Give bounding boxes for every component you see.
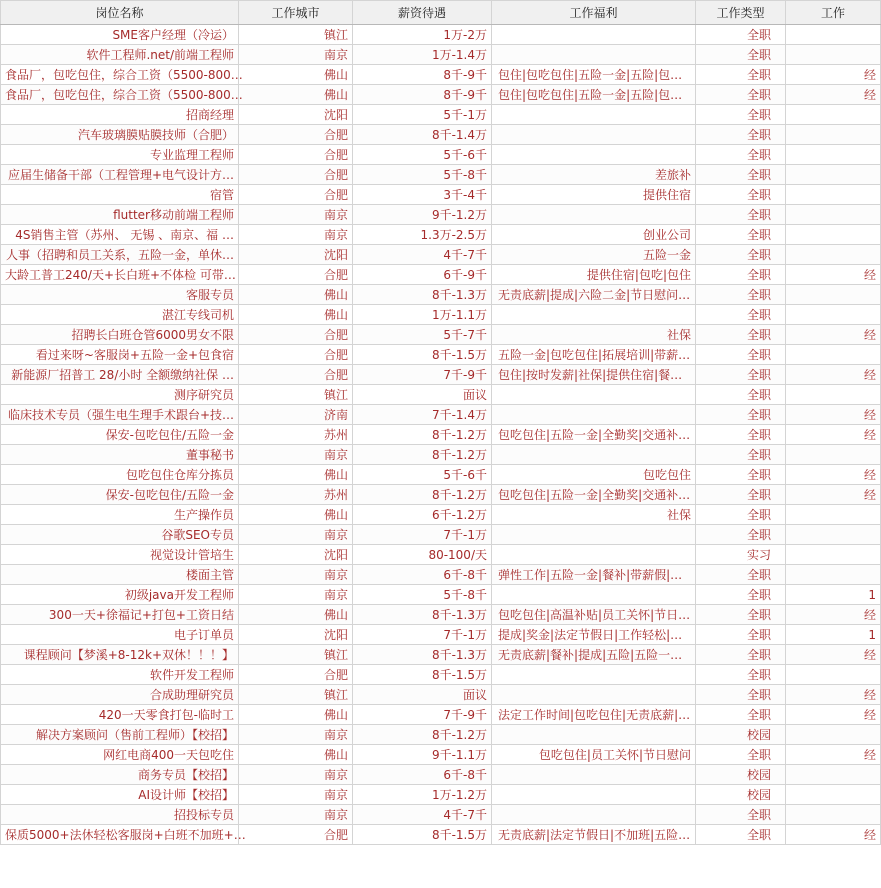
- cell-type[interactable]: 全职: [696, 225, 786, 245]
- cell-city[interactable]: 佛山: [239, 305, 353, 325]
- cell-city[interactable]: 合肥: [239, 365, 353, 385]
- column-header-salary[interactable]: 薪资待遇: [353, 1, 492, 25]
- cell-experience[interactable]: [786, 785, 881, 805]
- cell-experience[interactable]: [786, 305, 881, 325]
- cell-city[interactable]: 南京: [239, 785, 353, 805]
- cell-benefits[interactable]: 无责底薪|法定节假日|不加班|五险…: [492, 825, 696, 845]
- cell-salary[interactable]: 7千-9千: [353, 705, 492, 725]
- cell-experience[interactable]: [786, 765, 881, 785]
- cell-experience[interactable]: [786, 25, 881, 45]
- cell-title[interactable]: SME客户经理（冷运）: [1, 25, 239, 45]
- table-row[interactable]: [1, 485, 881, 505]
- cell-salary[interactable]: 5千-6千: [353, 145, 492, 165]
- cell-title[interactable]: 商务专员【校招】: [1, 765, 239, 785]
- cell-city[interactable]: 南京: [239, 45, 353, 65]
- cell-benefits[interactable]: [492, 785, 696, 805]
- cell-city[interactable]: 镇江: [239, 645, 353, 665]
- table-row[interactable]: [1, 825, 881, 845]
- cell-city[interactable]: 南京: [239, 205, 353, 225]
- table-row[interactable]: [1, 225, 881, 245]
- cell-type[interactable]: 全职: [696, 585, 786, 605]
- cell-city[interactable]: 佛山: [239, 85, 353, 105]
- cell-salary[interactable]: 4千-7千: [353, 245, 492, 265]
- cell-benefits[interactable]: [492, 725, 696, 745]
- cell-title[interactable]: 专业监理工程师: [1, 145, 239, 165]
- cell-benefits[interactable]: [492, 765, 696, 785]
- table-row[interactable]: [1, 85, 881, 105]
- table-row[interactable]: [1, 125, 881, 145]
- cell-city[interactable]: 沈阳: [239, 625, 353, 645]
- cell-benefits[interactable]: 包吃包住|五险一金|全勤奖|交通补…: [492, 485, 696, 505]
- cell-type[interactable]: 全职: [696, 685, 786, 705]
- cell-city[interactable]: 镇江: [239, 25, 353, 45]
- cell-experience[interactable]: [786, 205, 881, 225]
- table-header: [1, 1, 881, 25]
- cell-title[interactable]: 软件工程师.net/前端工程师: [1, 45, 239, 65]
- cell-benefits[interactable]: [492, 45, 696, 65]
- cell-city[interactable]: 济南: [239, 405, 353, 425]
- cell-experience[interactable]: [786, 725, 881, 745]
- cell-experience[interactable]: [786, 805, 881, 825]
- cell-city[interactable]: 沈阳: [239, 245, 353, 265]
- cell-benefits[interactable]: [492, 25, 696, 45]
- table-row[interactable]: [1, 565, 881, 585]
- cell-city[interactable]: 合肥: [239, 265, 353, 285]
- cell-city[interactable]: 佛山: [239, 605, 353, 625]
- cell-city[interactable]: 合肥: [239, 165, 353, 185]
- cell-experience[interactable]: 经: [786, 405, 881, 425]
- table-row[interactable]: [1, 65, 881, 85]
- table-row[interactable]: [1, 245, 881, 265]
- cell-salary[interactable]: 9千-1.1万: [353, 745, 492, 765]
- table-row[interactable]: [1, 345, 881, 365]
- cell-benefits[interactable]: 包吃包住|高温补贴|员工关怀|节日…: [492, 605, 696, 625]
- table-row[interactable]: [1, 425, 881, 445]
- cell-title[interactable]: 包吃包住仓库分拣员: [1, 465, 239, 485]
- cell-type[interactable]: 全职: [696, 165, 786, 185]
- cell-title[interactable]: 初级java开发工程师: [1, 585, 239, 605]
- cell-city[interactable]: 苏州: [239, 425, 353, 445]
- cell-benefits[interactable]: 五险一金: [492, 245, 696, 265]
- cell-city[interactable]: 南京: [239, 765, 353, 785]
- cell-benefits[interactable]: 包住|按时发薪|社保|提供住宿|餐…: [492, 365, 696, 385]
- cell-salary[interactable]: 1万-2万: [353, 25, 492, 45]
- cell-salary[interactable]: 8千-1.5万: [353, 665, 492, 685]
- cell-type[interactable]: 全职: [696, 45, 786, 65]
- cell-type[interactable]: 全职: [696, 305, 786, 325]
- cell-city[interactable]: 南京: [239, 525, 353, 545]
- cell-experience[interactable]: [786, 385, 881, 405]
- table-row[interactable]: [1, 365, 881, 385]
- cell-type[interactable]: 全职: [696, 365, 786, 385]
- cell-type[interactable]: 全职: [696, 105, 786, 125]
- table-row[interactable]: [1, 325, 881, 345]
- cell-type[interactable]: 全职: [696, 465, 786, 485]
- cell-type[interactable]: 全职: [696, 345, 786, 365]
- cell-title[interactable]: 谷歌SEO专员: [1, 525, 239, 545]
- cell-benefits[interactable]: 提成|奖金|法定节假日|工作轻松|…: [492, 625, 696, 645]
- cell-experience[interactable]: 经: [786, 265, 881, 285]
- cell-experience[interactable]: [786, 245, 881, 265]
- table-row[interactable]: [1, 725, 881, 745]
- cell-title[interactable]: 保安-包吃包住/五险一金: [1, 485, 239, 505]
- cell-type[interactable]: 全职: [696, 705, 786, 725]
- cell-salary[interactable]: 8千-1.3万: [353, 605, 492, 625]
- cell-salary[interactable]: 6千-1.2万: [353, 505, 492, 525]
- cell-salary[interactable]: 9千-1.2万: [353, 205, 492, 225]
- cell-title[interactable]: 电子订单员: [1, 625, 239, 645]
- cell-city[interactable]: 南京: [239, 585, 353, 605]
- cell-type[interactable]: 全职: [696, 745, 786, 765]
- cell-type[interactable]: 全职: [696, 265, 786, 285]
- cell-salary[interactable]: 8千-1.4万: [353, 125, 492, 145]
- cell-benefits[interactable]: [492, 305, 696, 325]
- cell-title[interactable]: 大龄工普工240/天+长白班+不体检 可带…: [1, 265, 239, 285]
- cell-benefits[interactable]: [492, 145, 696, 165]
- cell-city[interactable]: 佛山: [239, 745, 353, 765]
- cell-benefits[interactable]: 包吃包住: [492, 465, 696, 485]
- cell-experience[interactable]: [786, 45, 881, 65]
- cell-experience[interactable]: [786, 165, 881, 185]
- table-row[interactable]: [1, 625, 881, 645]
- cell-salary[interactable]: 6千-8千: [353, 765, 492, 785]
- table-row[interactable]: [1, 745, 881, 765]
- cell-title[interactable]: 保质5000+法休轻松客服岗+白班不加班+…: [1, 825, 239, 845]
- cell-title[interactable]: 招聘长白班仓管6000男女不限: [1, 325, 239, 345]
- cell-city[interactable]: 合肥: [239, 145, 353, 165]
- cell-salary[interactable]: 7千-1万: [353, 625, 492, 645]
- cell-experience[interactable]: [786, 125, 881, 145]
- cell-city[interactable]: 镇江: [239, 385, 353, 405]
- cell-salary[interactable]: 面议: [353, 385, 492, 405]
- cell-city[interactable]: 合肥: [239, 125, 353, 145]
- table-row[interactable]: [1, 165, 881, 185]
- table-body: [1, 25, 881, 845]
- cell-benefits[interactable]: [492, 125, 696, 145]
- cell-type[interactable]: 全职: [696, 185, 786, 205]
- cell-title[interactable]: 4S销售主管（苏州、 无锡 、南京、福 …: [1, 225, 239, 245]
- table-row[interactable]: [1, 45, 881, 65]
- cell-title[interactable]: 合成助理研究员: [1, 685, 239, 705]
- cell-title[interactable]: flutter移动前端工程师: [1, 205, 239, 225]
- cell-title[interactable]: 汽车玻璃膜贴膜技师（合肥）: [1, 125, 239, 145]
- cell-experience[interactable]: 经: [786, 425, 881, 445]
- cell-salary[interactable]: 8千-1.2万: [353, 425, 492, 445]
- column-header-title[interactable]: 岗位名称: [1, 1, 239, 25]
- column-header-experience[interactable]: 工作: [786, 1, 881, 25]
- table-row[interactable]: [1, 765, 881, 785]
- cell-experience[interactable]: [786, 285, 881, 305]
- cell-experience[interactable]: [786, 445, 881, 465]
- cell-salary[interactable]: 8千-1.5万: [353, 825, 492, 845]
- table-row[interactable]: [1, 505, 881, 525]
- cell-title[interactable]: 临床技术专员（强生电生理手术跟台+技…: [1, 405, 239, 425]
- cell-experience[interactable]: 经: [786, 745, 881, 765]
- cell-type[interactable]: 全职: [696, 485, 786, 505]
- cell-salary[interactable]: 6千-9千: [353, 265, 492, 285]
- cell-benefits[interactable]: 无责底薪|提成|六险二金|节日慰问…: [492, 285, 696, 305]
- cell-experience[interactable]: 1: [786, 625, 881, 645]
- cell-experience[interactable]: [786, 185, 881, 205]
- cell-title[interactable]: 宿管: [1, 185, 239, 205]
- cell-type[interactable]: 全职: [696, 25, 786, 45]
- cell-type[interactable]: 全职: [696, 625, 786, 645]
- cell-benefits[interactable]: [492, 685, 696, 705]
- cell-title[interactable]: 生产操作员: [1, 505, 239, 525]
- cell-type[interactable]: 实习: [696, 545, 786, 565]
- cell-benefits[interactable]: 提供住宿|包吃|包住: [492, 265, 696, 285]
- table-row[interactable]: [1, 605, 881, 625]
- cell-type[interactable]: 校园: [696, 765, 786, 785]
- cell-title[interactable]: 解决方案顾问（售前工程师）【校招】: [1, 725, 239, 745]
- table-row[interactable]: [1, 705, 881, 725]
- cell-city[interactable]: 合肥: [239, 185, 353, 205]
- cell-salary[interactable]: 8千-1.2万: [353, 725, 492, 745]
- table-row[interactable]: [1, 645, 881, 665]
- cell-city[interactable]: 南京: [239, 445, 353, 465]
- cell-benefits[interactable]: [492, 105, 696, 125]
- cell-type[interactable]: 全职: [696, 445, 786, 465]
- cell-type[interactable]: 校园: [696, 785, 786, 805]
- cell-city[interactable]: 合肥: [239, 825, 353, 845]
- cell-title[interactable]: 人事（招聘和员工关系，五险一金，单休…: [1, 245, 239, 265]
- cell-salary[interactable]: 面议: [353, 685, 492, 705]
- cell-experience[interactable]: [786, 105, 881, 125]
- cell-title[interactable]: 招商经理: [1, 105, 239, 125]
- cell-type[interactable]: 全职: [696, 325, 786, 345]
- cell-salary[interactable]: 1万-1.1万: [353, 305, 492, 325]
- cell-type[interactable]: 全职: [696, 665, 786, 685]
- cell-type[interactable]: 全职: [696, 145, 786, 165]
- cell-type[interactable]: 全职: [696, 805, 786, 825]
- cell-city[interactable]: 南京: [239, 725, 353, 745]
- cell-salary[interactable]: 5千-8千: [353, 165, 492, 185]
- cell-city[interactable]: 南京: [239, 805, 353, 825]
- table-row[interactable]: [1, 145, 881, 165]
- cell-title[interactable]: 食品厂，包吃包住，综合工资（5500-800…: [1, 65, 239, 85]
- cell-benefits[interactable]: 弹性工作|五险一金|餐补|带薪假|…: [492, 565, 696, 585]
- cell-salary[interactable]: 8千-9千: [353, 85, 492, 105]
- cell-salary[interactable]: 7千-9千: [353, 365, 492, 385]
- cell-city[interactable]: 镇江: [239, 685, 353, 705]
- cell-benefits[interactable]: [492, 665, 696, 685]
- cell-title[interactable]: 应届生储备干部（工程管理+电气设计方…: [1, 165, 239, 185]
- cell-title[interactable]: 新能源厂招普工 28/小时 全额缴纳社保 …: [1, 365, 239, 385]
- table-row[interactable]: [1, 105, 881, 125]
- cell-city[interactable]: 佛山: [239, 505, 353, 525]
- cell-benefits[interactable]: 社保: [492, 505, 696, 525]
- cell-title[interactable]: 湛江专线司机: [1, 305, 239, 325]
- cell-type[interactable]: 全职: [696, 65, 786, 85]
- cell-title[interactable]: 招投标专员: [1, 805, 239, 825]
- cell-title[interactable]: 楼面主管: [1, 565, 239, 585]
- table-row[interactable]: [1, 445, 881, 465]
- cell-city[interactable]: 沈阳: [239, 545, 353, 565]
- cell-salary[interactable]: 8千-9千: [353, 65, 492, 85]
- cell-salary[interactable]: 1万-1.4万: [353, 45, 492, 65]
- cell-benefits[interactable]: [492, 805, 696, 825]
- cell-title[interactable]: 300一天+徐福记+打包+工资日结: [1, 605, 239, 625]
- cell-experience[interactable]: [786, 565, 881, 585]
- cell-benefits[interactable]: 包住|包吃包住|五险一金|五险|包…: [492, 85, 696, 105]
- cell-experience[interactable]: [786, 665, 881, 685]
- cell-benefits[interactable]: 包吃包住|五险一金|全勤奖|交通补…: [492, 425, 696, 445]
- cell-type[interactable]: 全职: [696, 565, 786, 585]
- cell-experience[interactable]: 经: [786, 705, 881, 725]
- cell-title[interactable]: 课程顾问【梦溪+8-12k+双休！！！】: [1, 645, 239, 665]
- cell-experience[interactable]: 经: [786, 465, 881, 485]
- cell-experience[interactable]: [786, 345, 881, 365]
- cell-city[interactable]: 沈阳: [239, 105, 353, 125]
- cell-type[interactable]: 全职: [696, 385, 786, 405]
- cell-type[interactable]: 全职: [696, 825, 786, 845]
- cell-salary[interactable]: 5千-8千: [353, 585, 492, 605]
- cell-city[interactable]: 佛山: [239, 65, 353, 85]
- cell-city[interactable]: 南京: [239, 565, 353, 585]
- table-row[interactable]: [1, 785, 881, 805]
- cell-salary[interactable]: 1万-1.2万: [353, 785, 492, 805]
- cell-experience[interactable]: [786, 145, 881, 165]
- cell-type[interactable]: 全职: [696, 285, 786, 305]
- cell-benefits[interactable]: 无责底薪|餐补|提成|五险|五险一…: [492, 645, 696, 665]
- cell-city[interactable]: 南京: [239, 225, 353, 245]
- table-row[interactable]: [1, 405, 881, 425]
- column-header-type[interactable]: 工作类型: [696, 1, 786, 25]
- cell-benefits[interactable]: [492, 205, 696, 225]
- cell-title[interactable]: 看过来呀~客服岗+五险一金+包食宿: [1, 345, 239, 365]
- table-row[interactable]: [1, 285, 881, 305]
- cell-title[interactable]: 保安-包吃包住/五险一金: [1, 425, 239, 445]
- cell-salary[interactable]: 6千-8千: [353, 565, 492, 585]
- table-row[interactable]: [1, 205, 881, 225]
- cell-experience[interactable]: 经: [786, 365, 881, 385]
- cell-benefits[interactable]: [492, 545, 696, 565]
- column-header-benefits[interactable]: 工作福利: [492, 1, 696, 25]
- cell-city[interactable]: 合肥: [239, 325, 353, 345]
- cell-benefits[interactable]: 包住|包吃包住|五险一金|五险|包…: [492, 65, 696, 85]
- cell-salary[interactable]: 7千-1.4万: [353, 405, 492, 425]
- cell-type[interactable]: 校园: [696, 725, 786, 745]
- cell-type[interactable]: 全职: [696, 425, 786, 445]
- cell-experience[interactable]: 经: [786, 645, 881, 665]
- table-row[interactable]: [1, 305, 881, 325]
- cell-type[interactable]: 全职: [696, 85, 786, 105]
- cell-experience[interactable]: 1: [786, 585, 881, 605]
- cell-salary[interactable]: 8千-1.2万: [353, 445, 492, 465]
- table-row[interactable]: [1, 465, 881, 485]
- cell-experience[interactable]: 经: [786, 325, 881, 345]
- cell-salary[interactable]: 4千-7千: [353, 805, 492, 825]
- cell-type[interactable]: 全职: [696, 245, 786, 265]
- cell-experience[interactable]: 经: [786, 65, 881, 85]
- cell-title[interactable]: 网红电商400一天包吃住: [1, 745, 239, 765]
- table-row[interactable]: [1, 25, 881, 45]
- cell-type[interactable]: 全职: [696, 125, 786, 145]
- table-row[interactable]: [1, 665, 881, 685]
- cell-benefits[interactable]: [492, 585, 696, 605]
- cell-experience[interactable]: 经: [786, 485, 881, 505]
- cell-city[interactable]: 合肥: [239, 345, 353, 365]
- cell-type[interactable]: 全职: [696, 405, 786, 425]
- cell-benefits[interactable]: [492, 405, 696, 425]
- cell-city[interactable]: 苏州: [239, 485, 353, 505]
- table-row[interactable]: [1, 185, 881, 205]
- cell-title[interactable]: 食品厂，包吃包住，综合工资（5500-800…: [1, 85, 239, 105]
- cell-salary[interactable]: 5千-1万: [353, 105, 492, 125]
- cell-title[interactable]: 软件开发工程师: [1, 665, 239, 685]
- cell-title[interactable]: AI设计师【校招】: [1, 785, 239, 805]
- column-header-city[interactable]: 工作城市: [239, 1, 353, 25]
- cell-salary[interactable]: 8千-1.3万: [353, 285, 492, 305]
- cell-title[interactable]: 董事秘书: [1, 445, 239, 465]
- cell-experience[interactable]: 经: [786, 685, 881, 705]
- table-row[interactable]: [1, 585, 881, 605]
- cell-benefits[interactable]: 包吃包住|员工关怀|节日慰问: [492, 745, 696, 765]
- cell-experience[interactable]: [786, 545, 881, 565]
- table-row[interactable]: [1, 525, 881, 545]
- cell-experience[interactable]: [786, 525, 881, 545]
- cell-benefits[interactable]: 社保: [492, 325, 696, 345]
- cell-title[interactable]: 测序研究员: [1, 385, 239, 405]
- cell-type[interactable]: 全职: [696, 525, 786, 545]
- cell-benefits[interactable]: 五险一金|包吃包住|拓展培训|带薪…: [492, 345, 696, 365]
- cell-city[interactable]: 佛山: [239, 285, 353, 305]
- cell-type[interactable]: 全职: [696, 505, 786, 525]
- cell-salary[interactable]: 5千-7千: [353, 325, 492, 345]
- cell-salary[interactable]: 8千-1.3万: [353, 645, 492, 665]
- cell-benefits[interactable]: 法定工作时间|包吃包住|无责底薪|…: [492, 705, 696, 725]
- cell-salary[interactable]: 1.3万-2.5万: [353, 225, 492, 245]
- cell-experience[interactable]: 经: [786, 605, 881, 625]
- cell-title[interactable]: 客服专员: [1, 285, 239, 305]
- cell-experience[interactable]: 经: [786, 825, 881, 845]
- table-row[interactable]: [1, 545, 881, 565]
- cell-experience[interactable]: [786, 225, 881, 245]
- cell-benefits[interactable]: 差旅补: [492, 165, 696, 185]
- cell-city[interactable]: 佛山: [239, 465, 353, 485]
- cell-salary[interactable]: 8千-1.2万: [353, 485, 492, 505]
- cell-type[interactable]: 全职: [696, 205, 786, 225]
- cell-salary[interactable]: 7千-1万: [353, 525, 492, 545]
- cell-salary[interactable]: 80-100/天: [353, 545, 492, 565]
- cell-salary[interactable]: 8千-1.5万: [353, 345, 492, 365]
- table-row[interactable]: [1, 265, 881, 285]
- table-row[interactable]: [1, 685, 881, 705]
- cell-benefits[interactable]: [492, 445, 696, 465]
- cell-type[interactable]: 全职: [696, 605, 786, 625]
- cell-benefits[interactable]: 提供住宿: [492, 185, 696, 205]
- cell-experience[interactable]: 经: [786, 85, 881, 105]
- cell-benefits[interactable]: [492, 385, 696, 405]
- cell-salary[interactable]: 3千-4千: [353, 185, 492, 205]
- cell-city[interactable]: 合肥: [239, 665, 353, 685]
- cell-salary[interactable]: 5千-6千: [353, 465, 492, 485]
- cell-benefits[interactable]: [492, 525, 696, 545]
- cell-type[interactable]: 全职: [696, 645, 786, 665]
- cell-title[interactable]: 视觉设计管培生: [1, 545, 239, 565]
- cell-city[interactable]: 佛山: [239, 705, 353, 725]
- cell-title[interactable]: 420一天零食打包-临时工: [1, 705, 239, 725]
- cell-experience[interactable]: [786, 505, 881, 525]
- table-row[interactable]: [1, 805, 881, 825]
- table-row[interactable]: [1, 385, 881, 405]
- cell-benefits[interactable]: 创业公司: [492, 225, 696, 245]
